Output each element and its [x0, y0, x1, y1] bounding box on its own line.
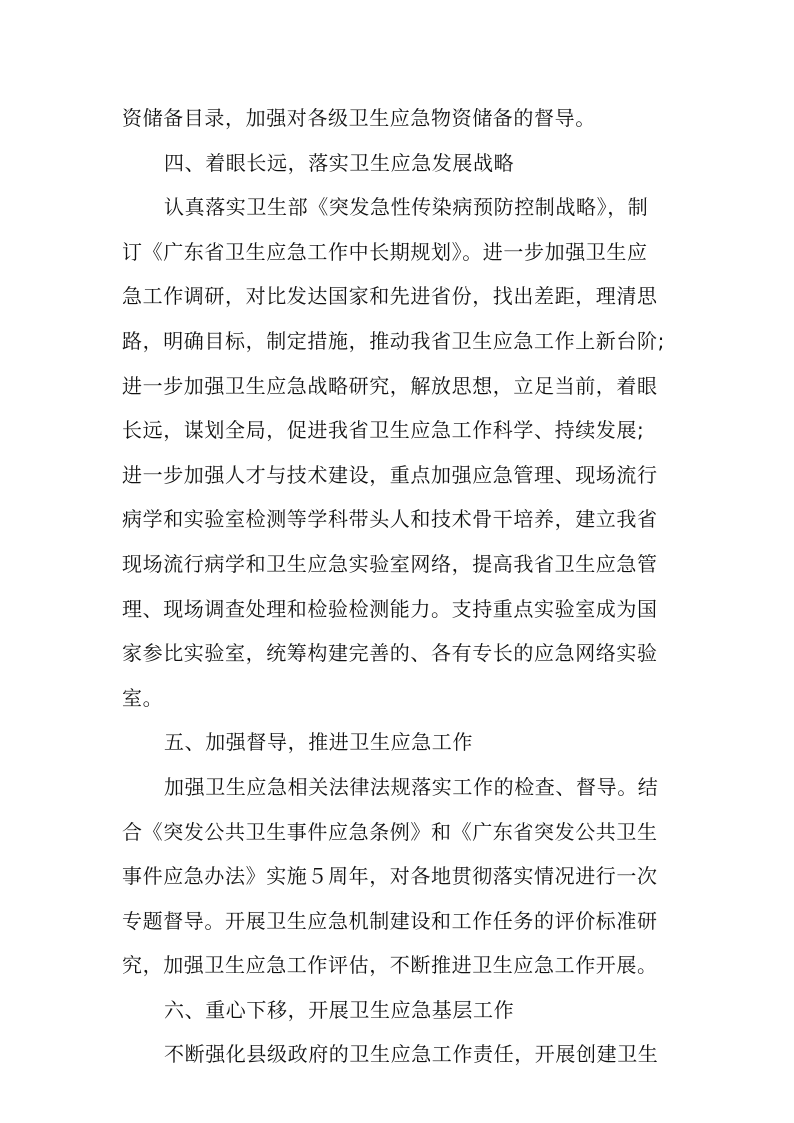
body-text-line: 室。: [122, 685, 164, 710]
body-text-line: 究，加强卫生应急工作评估，不断推进卫生应急工作开展。: [122, 953, 658, 978]
body-text-line: 加强卫生应急相关法律法规落实工作的检查、督导。结: [164, 774, 659, 799]
body-text-line: 订《广东省卫生应急工作中长期规划》。进一步加强卫生应: [122, 239, 648, 264]
body-text-line: 家参比实验室，统筹构建完善的、各有专长的应急网络实验: [122, 641, 658, 666]
body-text-line: 长远，谋划全局，促进我省卫生应急工作科学、持续发展;: [122, 418, 645, 443]
body-text-line: 合《突发公共卫生事件应急条例》和《广东省突发公共卫生: [122, 819, 658, 844]
body-text-line: 不断强化县级政府的卫生应急工作责任，开展创建卫生: [164, 1042, 659, 1067]
body-text-line: 路，明确目标，制定措施，推动我省卫生应急工作上新台阶;: [122, 328, 665, 353]
body-text-line: 事件应急办法》实施５周年，对各地贯彻落实情况进行一次: [122, 864, 658, 889]
body-text-line: 急工作调研，对比发达国家和先进省份，找出差距，理清思: [122, 284, 658, 309]
body-text-line: 认真落实卫生部《突发急性传染病预防控制战略》，制: [164, 195, 649, 220]
document-body: [122, 96, 682, 1077]
body-text-line: 专题督导。开展卫生应急机制建设和工作任务的评价标准研: [122, 908, 658, 933]
body-text-line: 理、现场调查处理和检验检测能力。支持重点实验室成为国: [122, 596, 658, 621]
body-text-line: 进一步加强人才与技术建设，重点加强应急管理、现场流行: [122, 462, 658, 487]
body-text-line: 病学和实验室检测等学科带头人和技术骨干培养，建立我省: [122, 507, 658, 532]
body-text-line: 资储备目录，加强对各级卫生应急物资储备的督导。: [122, 106, 596, 130]
body-text-line: 进一步加强卫生应急战略研究，解放思想，立足当前，着眼: [122, 373, 658, 398]
section-heading-5: 五、加强督导，推进卫生应急工作: [164, 730, 473, 755]
section-heading-6: 六、重心下移，开展卫生应急基层工作: [164, 997, 515, 1022]
body-text-line: 现场流行病学和卫生应急实验室网络，提高我省卫生应急管: [122, 551, 658, 576]
section-heading-4: 四、着眼长远，落实卫生应急发展战略: [164, 150, 515, 175]
